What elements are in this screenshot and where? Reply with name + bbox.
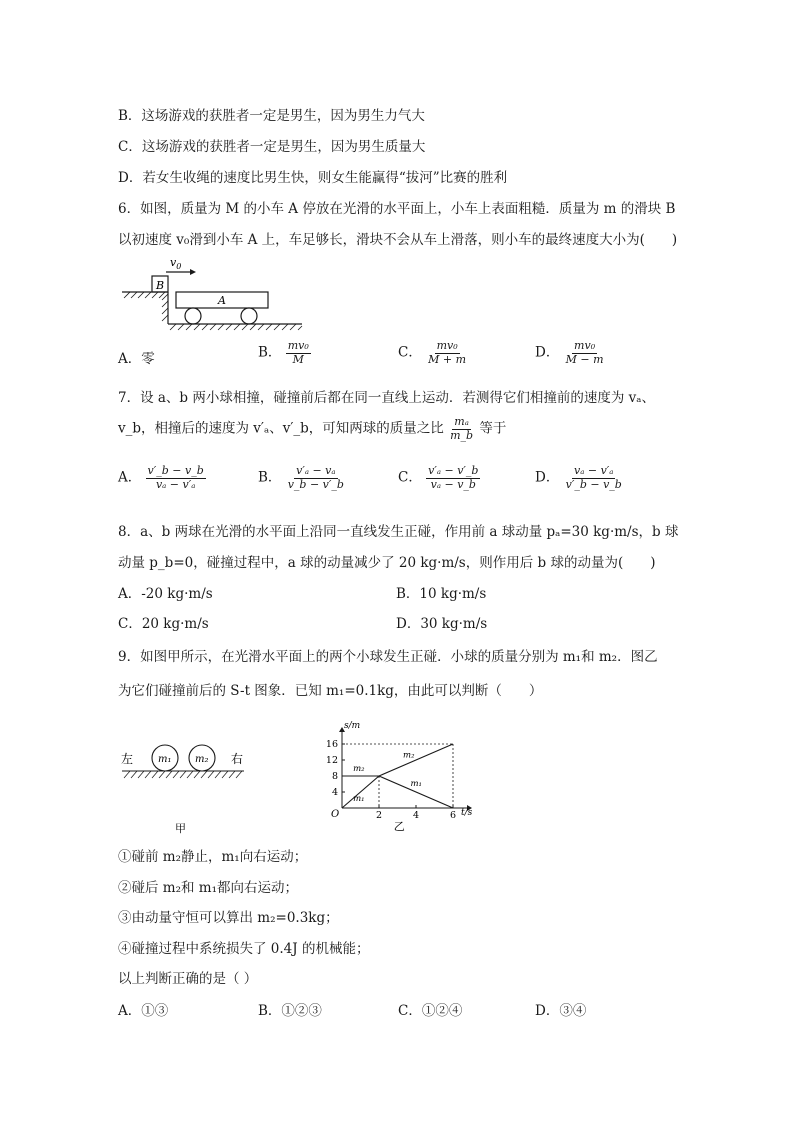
floor-hatch (124, 771, 242, 778)
q6-option-a: A．零 (118, 351, 155, 367)
ground-hatch (170, 324, 302, 330)
ledge-hatch (124, 292, 165, 298)
y-tick-label: 8 (331, 771, 338, 782)
q6-stem-line1: 6．如图，质量为 M 的小车 A 停放在光滑的水平面上，小车上表面粗糙．质量为 m 的滑块 B (118, 201, 676, 217)
q6-stem-line2: 以初速度 v₀滑到小车 A 上，车足够长，滑块不会从车上滑落，则小车的最终速度大小为( ) (118, 232, 678, 248)
q9-stem-line2: 为它们碰撞前后的 S-t 图象．已知 m₁=0.1kg，由此可以判断（ ） (118, 683, 543, 699)
wheel-right (241, 308, 257, 324)
x-tick-label: 4 (412, 810, 420, 821)
option-b-prev: B．这场游戏的获胜者一定是男生，因为男生力气大 (118, 108, 425, 124)
q7-stem-line2-text: v_b，相撞后的速度为 v′ₐ、v′_b，可知两球的质量之比 (118, 420, 444, 437)
x-axis-label: t/s (461, 808, 473, 818)
q6-option-c (398, 340, 468, 366)
q9-statement-2: ②碰后 m₂和 m₁都向右运动； (118, 880, 299, 896)
q7-option-c (398, 465, 480, 491)
q8-option-d: D．30 kg·m/s (396, 616, 488, 632)
block-b-label: B (156, 279, 165, 292)
origin-label: O (331, 809, 340, 820)
q8-option-c: C．20 kg·m/s (118, 616, 209, 632)
q7-option-b (258, 465, 346, 491)
q9-figure-jia (118, 735, 258, 835)
q7-option-a (118, 465, 206, 491)
q9-option-a: A．①③ (118, 1003, 169, 1019)
q7-option-d-fraction: $\frac{\text{vₐ − v′ₐ}}{v'\_b - v\_b}$ (565, 464, 622, 491)
q6-option-d-fraction: $\frac{\text{mv₀}}{M - m}$ (565, 339, 604, 366)
q7-stem-line2-tail: 等于 (479, 420, 507, 437)
q6-option-b (258, 340, 311, 366)
q9-stem-line1: 9．如图甲所示，在光滑水平面上的两个小球发生正碰．小球的质量分别为 m₁和 m₂．图乙 (118, 649, 658, 665)
label-m2-after: m₂ (403, 750, 415, 761)
q6-option-b-fraction: $\frac{\text{mv₀}}{M}$ (287, 339, 309, 366)
left-label: 左 (121, 752, 134, 766)
y-axis-label: s/m (344, 721, 361, 731)
wheel-left (185, 308, 201, 324)
q9-statement-1: ①碰前 m₂静止，m₁向右运动； (118, 849, 308, 865)
q7-option-a-fraction: $\frac{v'\_b - v\_b}{\text{vₐ − v′ₐ}}$ (147, 464, 204, 491)
option-d-prev: D．若女生收绳的速度比男生快，则女生能赢得“拔河”比赛的胜利 (118, 170, 508, 186)
x-tick-label: 2 (375, 810, 383, 821)
label-m1-after: m₁ (410, 779, 422, 789)
q6-option-d (535, 340, 606, 366)
q7-option-a-prefix: A． (118, 469, 142, 486)
y-tick-label: 12 (325, 755, 338, 766)
q6-option-c-fraction: $\frac{\text{mv₀}}{M + m}$ (428, 339, 467, 366)
q7-stem-line1: 7．设 a、b 两小球相撞，碰撞前后都在同一直线上运动．若测得它们相撞前的速度为 vₐ、 (118, 390, 655, 406)
wall-hatch (162, 294, 168, 321)
figure-yi-caption: 乙 (393, 820, 405, 833)
figure-jia-caption: 甲 (175, 822, 186, 835)
q7-option-c-fraction: $\frac{\text{v′ₐ − v′\_b}}{\text{vₐ − v\_b}}$ (428, 464, 479, 491)
q9-st-chart (310, 712, 482, 834)
label-m2-before: m₂ (353, 764, 365, 775)
q9-statement-3: ③由动量守恒可以算出 m₂=0.3kg； (118, 910, 339, 926)
q6-option-b-prefix: B． (258, 344, 282, 361)
q9-prompt: 以上判断正确的是（ ） (118, 971, 258, 987)
ball-m2-label: m₂ (195, 754, 209, 765)
q7-option-b-fraction: $\frac{\text{v′ₐ − vₐ}}{v\_b - v'\_b}$ (287, 464, 344, 491)
q7-option-c-prefix: C． (398, 469, 422, 486)
v0-label: $v_0$ (170, 256, 182, 271)
x-tick-label: 6 (449, 810, 457, 821)
q7-option-b-prefix: B． (258, 469, 282, 486)
y-tick-label: 4 (331, 787, 338, 798)
q8-option-a: A．-20 kg·m/s (118, 586, 213, 602)
q9-option-c: C．①②④ (398, 1003, 463, 1019)
q7-mass-ratio: $\frac{\text{mₐ}}{m\_b}$ (450, 415, 474, 442)
q7-option-d (535, 465, 624, 491)
q7-option-d-prefix: D． (535, 469, 560, 486)
q8-stem-line2: 动量 p_b=0，碰撞过程中，a 球的动量减少了 20 kg·m/s，则作用后 b 球的动量为( ) (118, 555, 656, 571)
q9-statement-4: ④碰撞过程中系统损失了 0.4J 的机械能； (118, 941, 370, 957)
v0-arrowhead (190, 269, 196, 275)
label-m1-before: m₁ (353, 793, 365, 804)
q7-stem-line2 (118, 416, 506, 442)
q6-figure (118, 252, 308, 334)
q6-option-c-prefix: C． (398, 344, 422, 361)
cart-a-label: A (218, 294, 226, 307)
q9-option-b: B．①②③ (258, 1003, 322, 1019)
y-tick-label: 16 (325, 739, 338, 750)
option-c-prev: C．这场游戏的获胜者一定是男生，因为男生质量大 (118, 139, 426, 155)
right-label: 右 (231, 752, 244, 766)
q8-stem-line1: 8．a、b 两球在光滑的水平面上沿同一直线发生正碰，作用前 a 球动量 pₐ=30 kg·m/s，b 球 (118, 524, 679, 540)
q9-option-d: D．③④ (535, 1003, 587, 1019)
q8-option-b: B．10 kg·m/s (396, 586, 487, 602)
ball-m1-label: m₁ (158, 754, 172, 765)
q6-option-d-prefix: D． (535, 344, 560, 361)
